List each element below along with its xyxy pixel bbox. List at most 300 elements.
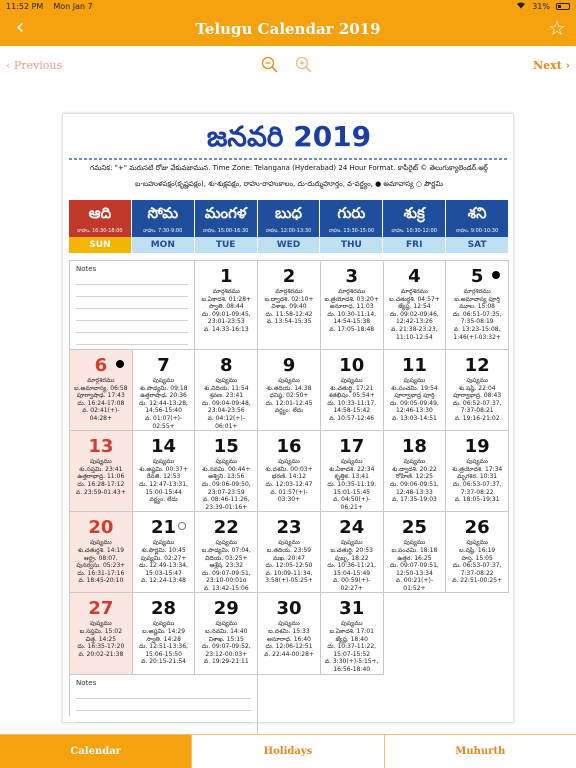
next-button[interactable]: Next › <box>533 59 570 72</box>
status-bar <box>0 0 576 12</box>
panchang-line: పుష్యము <box>152 458 175 466</box>
panchang-line: 03:30+ <box>277 496 301 504</box>
notes-box[interactable] <box>70 261 195 350</box>
panchang-line: బ.నవమి. 14:40 <box>205 628 248 636</box>
panchang-line: పుష్యము <box>90 458 112 466</box>
panchang-details <box>446 458 508 504</box>
panchang-line: బ.ఏకాదశి. 01:28+ <box>201 295 252 303</box>
panchang-line: అశ్విని. 13:56 <box>208 473 245 481</box>
panchang-line: దు. 09:07-09:51, <box>390 562 439 570</box>
rahu-kalam: రాహు. 15:00-16:30 <box>195 226 258 237</box>
panchang-line: 01:52+ <box>403 584 426 592</box>
panchang-line: కృత్తిక. 13:41 <box>334 473 369 481</box>
panchang-line: శు.ఏకాదశి. 22:34 <box>329 465 375 473</box>
day-number: 30 <box>276 598 302 620</box>
day-number: 23 <box>276 517 302 539</box>
panchang-line: పుష్యము <box>152 377 175 384</box>
panchang-line: వ. 13:03-14:51 <box>392 414 437 422</box>
panchang-line: శతభిషం. 05:54+ <box>328 392 375 400</box>
day-cell[interactable] <box>321 350 384 431</box>
panchang-line: బ.దశమి. 15:33 <box>268 628 310 636</box>
panchang-details <box>70 539 132 585</box>
day-number: 25 <box>401 517 427 539</box>
panchang-line: 7:37-08:21 <box>460 407 494 415</box>
panchang-line: పుష్యము <box>340 620 363 628</box>
panchang-line: శు.పంచమి. 19:54 <box>391 384 438 392</box>
new-moon-icon <box>116 360 124 368</box>
previous-button[interactable]: ‹ Previous <box>6 59 63 72</box>
panchang-line: 02:27+ <box>340 584 363 592</box>
day-number: 8 <box>220 355 233 376</box>
tab-holidays[interactable]: Holidays <box>192 735 384 768</box>
panchang-details <box>446 377 508 423</box>
panchang-details <box>446 539 508 585</box>
wifi-icon <box>516 1 526 11</box>
day-number: 18 <box>401 436 427 458</box>
panchang-line: దు. 16:31-17:16 <box>77 569 125 577</box>
day-cell[interactable] <box>70 350 133 431</box>
day-cell[interactable] <box>195 512 258 593</box>
panchang-line: రేవతి. 12:53 <box>146 473 181 481</box>
panchang-line: పుష్యము <box>403 377 426 384</box>
panchang-line: దు. 06:53-07:37, <box>452 562 502 570</box>
panchang-line: 04:28+ <box>89 414 113 422</box>
panchang-line: పుష్యము <box>215 377 238 384</box>
panchang-line: 11:10-12:54 <box>396 333 433 341</box>
day-cell[interactable] <box>384 512 447 593</box>
panchang-details <box>195 377 257 430</box>
day-cell[interactable] <box>258 350 321 431</box>
day-cell[interactable] <box>384 261 447 350</box>
new-moon-icon <box>492 271 500 279</box>
panchang-line: దు. 10:35-11:19, <box>327 480 377 488</box>
battery-icon <box>556 3 570 10</box>
panchang-line: పుష్యము <box>403 539 426 547</box>
panchang-details <box>133 539 195 585</box>
panchang-line: శు.సప్తమి. 23:41 <box>79 465 123 473</box>
panchang-line: శు.విదియ. 11:54 <box>203 384 249 392</box>
day-cell[interactable] <box>195 431 258 512</box>
panchang-line: అనూరాధ. 16:40 <box>267 635 311 643</box>
panchang-line: వ. 19:16-21:02 <box>454 414 500 422</box>
panchang-line: వ. 3:30(+)-5:15+, <box>324 658 379 666</box>
day-number: 3 <box>345 266 358 287</box>
weekday-english: SAT <box>446 237 509 253</box>
panchang-line: 02:55+ <box>152 422 175 430</box>
weekday-telugu: గురు <box>320 200 383 226</box>
panchang-details <box>70 620 132 658</box>
notes-line <box>76 722 251 723</box>
weekday-telugu: మంగళ <box>195 200 258 226</box>
day-cell[interactable] <box>446 350 509 431</box>
day-number: 11 <box>401 355 427 376</box>
panchang-line: జ్యేష్ఠ. 12:54 <box>398 303 431 311</box>
panchang-line: శు.అష్టమి. 00:37+ <box>139 465 188 473</box>
day-number: 15 <box>213 436 239 458</box>
weekday-telugu: సోమ <box>132 200 195 226</box>
panchang-line: బ.త్రయోదశి. 03:20+ <box>324 295 379 303</box>
notes-line <box>76 698 251 699</box>
day-number: 22 <box>213 517 239 539</box>
notes-line <box>76 284 188 285</box>
panchang-line: శు.పౌర్ణమి. 10:45 <box>141 546 186 554</box>
panchang-line: 7:37-08:22 <box>460 569 494 577</box>
panchang-line: పుష్యము <box>340 377 363 384</box>
day-number: 12 <box>464 355 490 376</box>
panchang-details <box>195 458 257 511</box>
zoom-out-icon[interactable] <box>260 55 280 75</box>
panchang-line: 23:04-23:56 <box>207 407 245 415</box>
rahu-kalam: రాహు. 10:30-12:00 <box>383 226 446 237</box>
day-cell[interactable] <box>70 512 133 593</box>
weekday-english: TUE <box>195 237 258 253</box>
panchang-line: పూర్వాషాఢ. 17:43 <box>76 392 125 400</box>
panchang-line: వ. 13:54-15:35 <box>266 318 312 326</box>
panchang-line: పుష్యము <box>340 458 363 466</box>
day-number: 6 <box>94 355 108 376</box>
panchang-line: పుష్యమి. 02:27+ <box>140 554 187 562</box>
panchang-line: 23:12-00:03+ <box>205 650 248 658</box>
panchang-line: బ.అమావాస్య పూర్తి <box>454 295 500 303</box>
panchang-line: వ. 01:07(+)- <box>144 414 183 422</box>
panchang-line: దు. 09:07-09:52, <box>201 643 251 651</box>
panchang-line: పుష్యము <box>278 620 300 628</box>
weekday-english-row <box>69 237 509 253</box>
weekday-telugu: శుక్ర <box>383 200 446 226</box>
panchang-details <box>133 377 195 430</box>
weekday-header <box>69 200 509 226</box>
panchang-line: వ. 17:35-19:03 <box>392 496 437 504</box>
panchang-line: వ. 23:59-01:43+ <box>75 488 126 496</box>
day-number: 1 <box>220 266 233 287</box>
panchang-details <box>321 288 383 334</box>
panchang-line: బ.అమావాస్య. 06:58 <box>74 384 128 392</box>
panchang-details <box>446 288 508 341</box>
panchang-line: ఉత్తరాషాఢ. 20:36 <box>140 392 187 400</box>
panchang-line: వ. 08:46-11:26, <box>202 496 250 504</box>
day-cell[interactable] <box>384 431 447 512</box>
info-note: గమనిక: "+" మరుసటి రోజు వేకువజామున. Time Zone: Telangana (Hyderabad) 24 Hour Format. కాపీరైట్ © తెలుగుక్యాలెండర్.ఆర్గ్ <box>90 164 488 172</box>
day-cell[interactable] <box>446 431 509 512</box>
panchang-details <box>321 539 383 592</box>
panchang-line: వ. 04:12(+)- <box>207 414 245 422</box>
panchang-line: దు. 09:06-09:51, <box>390 480 439 488</box>
panchang-line: బ.పంచమి. 18:18 <box>391 546 438 554</box>
notes-line <box>76 320 188 321</box>
panchang-line: బ.షష్ఠి. 16:19 <box>459 546 496 554</box>
day-number: 24 <box>339 517 365 539</box>
day-cell[interactable] <box>321 512 384 593</box>
panchang-details <box>70 377 132 423</box>
panchang-line: దు. 12:44-13:28, <box>139 399 188 407</box>
weekday-english: SUN <box>69 237 132 253</box>
panchang-line: 7:35-08:19 <box>460 318 494 326</box>
panchang-line: దు. 12:47-13:31, <box>139 480 188 488</box>
panchang-line: వర్జ్యం: లేదు <box>149 496 178 504</box>
pager <box>0 46 576 86</box>
day-number: 2 <box>282 266 296 287</box>
panchang-line: వ. 17:05-18:48 <box>329 325 375 333</box>
day-number: 16 <box>276 436 302 458</box>
panchang-details <box>70 458 132 496</box>
panchang-line: దు. 12:01-12:45 <box>265 399 313 407</box>
tab-muhurth[interactable]: Muhurth <box>455 746 506 757</box>
panchang-line: దు. 16:24-17:08 <box>77 399 125 407</box>
tab-bar <box>0 734 576 768</box>
panchang-details <box>258 539 320 585</box>
panchang-line: బ.పాడ్యమి. 07:04, <box>201 546 251 554</box>
panchang-line: పుష్యము <box>152 620 175 628</box>
panchang-line: వర్జ్యం: లేదు <box>274 407 304 415</box>
rahu-kalam: రాహు. 9:00-10:30 <box>446 226 509 237</box>
panchang-line: 06:01+ <box>215 422 238 430</box>
day-number: 7 <box>157 355 170 376</box>
page-title: Telugu Calendar 2019 <box>195 20 381 38</box>
panchang-line: మూల. 15:08 <box>459 303 495 311</box>
panchang-line: వ. 14:33-16:13 <box>203 325 249 333</box>
title-divider <box>69 158 509 160</box>
panchang-details <box>195 288 257 334</box>
panchang-line: వ. 10:57-12:46 <box>329 414 375 422</box>
panchang-line: 14:58-15:42 <box>333 407 371 415</box>
star-icon[interactable]: ☆ <box>548 16 566 40</box>
panchang-line: 14:56-15:40 <box>145 407 182 415</box>
panchang-line: పుష్యము <box>215 539 238 547</box>
panchang-line: ఆశ్లేష. 23:32 <box>209 562 244 570</box>
panchang-line: పుష్యము <box>152 539 175 547</box>
panchang-line: ధనిష్ఠ. 02:50+ <box>269 392 309 400</box>
panchang-line: మార్గశిరము <box>400 288 428 295</box>
panchang-line: బ.చతుర్థి. 20:53 <box>330 546 373 554</box>
day-cell[interactable] <box>70 593 133 674</box>
panchang-line: దు. 10:37-11:22, <box>327 643 377 651</box>
calendar-sheet <box>62 113 514 723</box>
panchang-details <box>321 458 383 511</box>
panchang-line: బ.ద్వాదశి. 02:10+ <box>264 295 314 303</box>
panchang-line: విశాఖ. 15:15 <box>208 635 244 643</box>
day-cell[interactable] <box>133 593 196 674</box>
panchang-line: 23:39-01:16+ <box>205 503 248 511</box>
status-date: Mon Jan 7 <box>53 1 93 11</box>
day-cell[interactable] <box>446 261 509 350</box>
day-number: 27 <box>88 598 114 620</box>
panchang-line: 23:10-00:01o <box>206 577 247 585</box>
day-number: 19 <box>464 436 490 458</box>
panchang-line: పుష్యము <box>403 458 426 466</box>
panchang-line: భరణి. 14:12 <box>271 473 307 481</box>
panchang-line: 15:03-15:47 <box>145 569 182 577</box>
weekday-telugu: ఆది <box>69 200 132 226</box>
panchang-line: శు.ద్వాదశి. 20:22 <box>391 465 437 473</box>
panchang-line: అనూరాధ. 11:03 <box>329 303 374 311</box>
panchang-line: పుష్యము <box>278 539 300 547</box>
panchang-details <box>384 458 446 504</box>
panchang-line: దు. 16:35-17:20 <box>77 643 125 651</box>
day-cell[interactable] <box>133 512 196 593</box>
day-cell[interactable] <box>258 512 321 593</box>
day-cell[interactable] <box>321 431 384 512</box>
panchang-line: దు. 11:58-12:42 <box>265 310 313 318</box>
day-number: 29 <box>213 598 239 620</box>
day-cell[interactable] <box>258 593 321 674</box>
panchang-line: వ. 01:57(+)- <box>270 488 308 496</box>
zoom-in-icon[interactable] <box>294 55 314 75</box>
panchang-line: శు.తదియ. 14:38 <box>266 384 312 392</box>
panchang-line: పుష్యము <box>278 458 300 466</box>
panchang-line: శ్రవణ. 23:41 <box>209 392 244 400</box>
notes-line <box>76 296 188 297</box>
panchang-line: మఖ. 20:47 <box>273 554 305 562</box>
panchang-line: వ. 00:59(+)- <box>333 577 371 585</box>
panchang-line: 12:50-13:34 <box>396 569 433 577</box>
legend-note: బ-బహుళపక్షం(కృష్ణపక్షం), శు-శుక్లపక్షం, రాహు-రాహుకాలం, దు-దుర్ముహూర్తం, వ-వర్జ్యం, ● అమావాస్య ○ పౌర్ణమి <box>135 180 443 188</box>
panchang-line: వ. 22:44-00:28+ <box>264 650 314 658</box>
panchang-line: పూర్వాభాద్ర. 08:43 <box>453 392 502 400</box>
day-cell[interactable] <box>258 431 321 512</box>
panchang-line: దు. 16:28-17:12 <box>77 480 125 488</box>
day-cell[interactable] <box>195 350 258 431</box>
day-number: 26 <box>464 517 490 539</box>
panchang-line: 15:06-15:50 <box>145 650 182 658</box>
tab-calendar[interactable]: Calendar <box>0 735 192 768</box>
weekday-english: THU <box>320 237 383 253</box>
panchang-line: పుష్యము <box>340 539 363 547</box>
panchang-line: దు. 09:02-09:46, <box>390 310 439 318</box>
panchang-line: విదియ. 03:25+ <box>205 554 248 562</box>
day-number: 20 <box>88 517 114 539</box>
calendar-grid <box>69 260 509 716</box>
panchang-details <box>258 288 320 326</box>
panchang-line: 12:42-13:26 <box>396 318 433 326</box>
panchang-line: దు. 09:04-09:48, <box>201 399 251 407</box>
rahu-kalam: రాహు. 16:30-18:00 <box>69 226 132 237</box>
day-number: 21 <box>151 517 177 539</box>
rahu-kalam-row <box>69 226 509 237</box>
panchang-line: పుష్యము <box>278 377 300 384</box>
panchang-details <box>258 377 320 415</box>
panchang-line: 14:54-15:38 <box>333 318 371 326</box>
panchang-line: బ.అష్టమి. 14:29 <box>142 628 186 636</box>
panchang-line: మార్గశిరము <box>275 288 303 295</box>
panchang-line: దు. 09:06-09:50, <box>201 480 251 488</box>
rahu-kalam: రాహు. 7:30-9:00 <box>132 226 195 237</box>
panchang-line: శు.షష్ఠి. 22:04 <box>458 384 496 392</box>
chevron-left-icon[interactable]: ‹ <box>15 15 25 40</box>
weekday-english: MON <box>132 237 195 253</box>
panchang-details <box>321 620 383 673</box>
panchang-line: శు.చతుర్థి. 17:21 <box>330 384 374 392</box>
status-time: 11:52 PM <box>6 1 44 11</box>
panchang-line: వ. 20:02-21:38 <box>78 650 124 658</box>
day-number: 31 <box>339 598 365 620</box>
panchang-line: దు. 06:53-07:37, <box>452 480 502 488</box>
panchang-line: దు. 12:49-13:34, <box>139 562 188 570</box>
panchang-line: 15:04-15:49 <box>333 569 371 577</box>
day-number: 17 <box>339 436 365 458</box>
panchang-line: దు. 10:33-11:17, <box>327 399 377 407</box>
panchang-line: వ. 12:24-13:48 <box>141 577 186 585</box>
panchang-line: వ. 19:29-21:11 <box>203 658 249 666</box>
day-cell[interactable] <box>384 350 447 431</box>
weekday-english: FRI <box>383 237 446 253</box>
panchang-line: హస్త. 15:05 <box>461 554 493 562</box>
panchang-details <box>195 620 257 666</box>
panchang-line: చిత్త. 14:25 <box>85 635 117 643</box>
panchang-line: వ. 21:38-23:23, <box>391 325 438 333</box>
panchang-line: 16:56-18:40 <box>333 666 371 674</box>
panchang-line: వ. 02:41(+)- <box>82 407 120 415</box>
weekday-english: WED <box>258 237 321 253</box>
panchang-line: స్వాతి. 08:44 <box>208 303 244 311</box>
panchang-line: దు. 12:51-13:36, <box>139 643 188 651</box>
panchang-line: దు. 06:52-07:37, <box>452 399 502 407</box>
day-cell[interactable] <box>133 431 196 512</box>
panchang-line: పుష్యము <box>466 539 488 547</box>
panchang-details <box>258 620 320 658</box>
panchang-line: దు. 12:03-12:47 <box>265 480 313 488</box>
panchang-line: 15:00-15:44 <box>145 488 182 496</box>
panchang-line: దు. 09:01-09:45, <box>201 310 251 318</box>
day-cell[interactable] <box>446 512 509 593</box>
rahu-kalam: రాహు. 12:00-13:30 <box>258 226 321 237</box>
day-number: 4 <box>408 266 421 287</box>
day-cell[interactable] <box>321 261 384 350</box>
day-cell[interactable] <box>321 593 384 674</box>
nav-bar <box>0 12 576 46</box>
notes-line <box>76 332 188 333</box>
panchang-details <box>384 288 446 341</box>
panchang-line: దు. 12:06-12:51 <box>265 643 313 651</box>
panchang-line: పుష్యము <box>466 458 488 466</box>
panchang-line: స్వాతి. 14:28 <box>146 635 181 643</box>
notes-line <box>76 344 188 345</box>
panchang-line: వ. 13:42-15:06 <box>203 584 249 592</box>
panchang-line: ఉత్తర. 16:25 <box>397 554 432 562</box>
panchang-line: శు.నవమి. 00:44+ <box>202 465 251 473</box>
day-number: 28 <box>151 598 177 620</box>
panchang-line: 23:07-23:59 <box>207 488 245 496</box>
panchang-line: దు. 06:51-07:35, <box>452 310 502 318</box>
panchang-line: 06:21+ <box>340 503 363 511</box>
day-cell[interactable] <box>258 261 321 350</box>
panchang-details <box>384 377 446 423</box>
panchang-line: మృగశిర. 10:31 <box>457 473 498 481</box>
day-number: 5 <box>470 266 484 287</box>
panchang-line: వ. 10:09-11:34, <box>265 569 313 577</box>
panchang-details <box>384 539 446 592</box>
panchang-line: పునర్వసు. 05:23+ <box>76 562 126 570</box>
day-cell[interactable] <box>195 593 258 674</box>
panchang-line: వ. 18:45-20:10 <box>78 577 124 585</box>
panchang-details <box>258 458 320 504</box>
month-title: జనవరి 2019 <box>206 120 372 153</box>
panchang-line: 12:48-13:33 <box>396 488 433 496</box>
panchang-line: వ. 13:23-15:08, <box>453 325 501 333</box>
panchang-line: మార్గశిరము <box>338 288 366 295</box>
panchang-line: రోహిణి. 12:25 <box>395 473 433 481</box>
panchang-line: జ్యేష్ఠ. 18:40 <box>335 635 368 643</box>
day-cell[interactable] <box>195 261 258 350</box>
panchang-line: పుష్యము <box>215 620 238 628</box>
day-number: 10 <box>339 355 365 376</box>
panchang-line: 7:37-08:22 <box>460 488 494 496</box>
panchang-details <box>133 458 195 504</box>
day-cell[interactable] <box>70 431 133 512</box>
panchang-line: 12:46-13:30 <box>396 407 433 415</box>
notes-line <box>76 710 251 711</box>
day-cell[interactable] <box>133 350 196 431</box>
notes-label: Notes <box>76 265 97 273</box>
